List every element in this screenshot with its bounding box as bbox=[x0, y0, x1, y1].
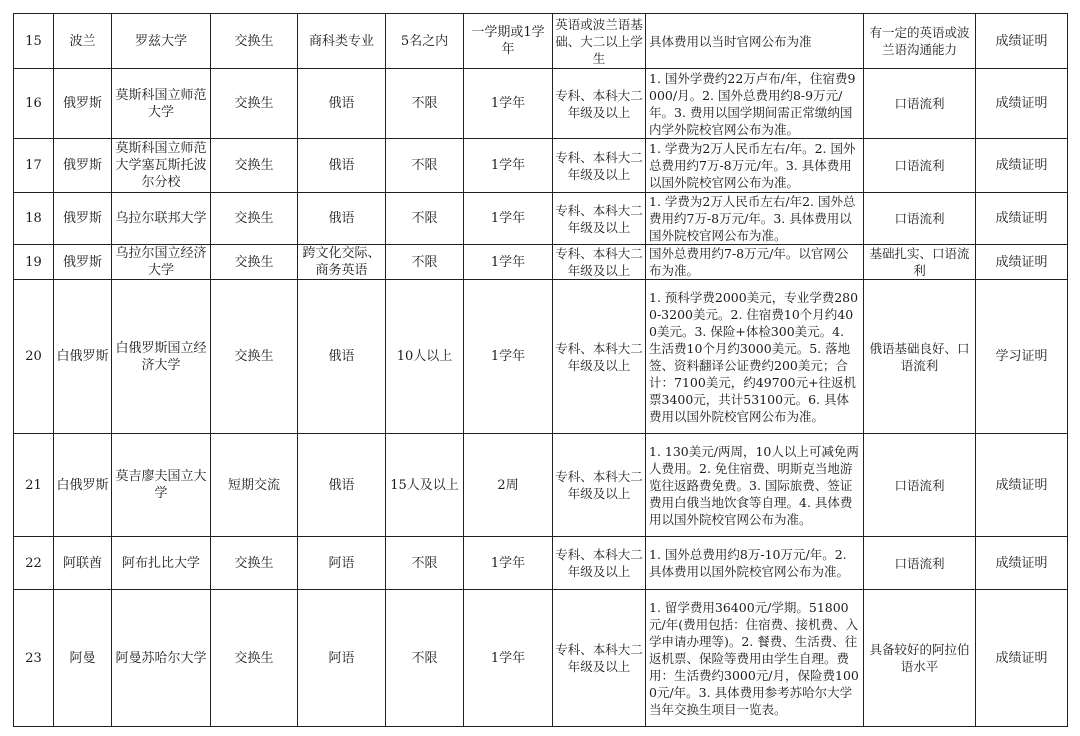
table-row bbox=[14, 590, 1068, 727]
row-number-cell: 23 bbox=[14, 590, 54, 727]
language-requirement-cell: 口语流利 bbox=[864, 434, 976, 537]
proof-document-cell: 成绩证明 bbox=[976, 245, 1068, 280]
quota-cell: 不限 bbox=[386, 537, 464, 590]
student-level-cell: 专科、本科大二年级及以上 bbox=[553, 537, 646, 590]
country-cell: 俄罗斯 bbox=[54, 139, 112, 193]
row-number-cell: 19 bbox=[14, 245, 54, 280]
quota-cell: 不限 bbox=[386, 245, 464, 280]
fee-cell: 1. 国外学费约22万卢布/年，住宿费9000/月。2. 国外总费用约8-9万元/年。3. 费用以国学期间需正常缴纳国内学外院校官网公布为准。 bbox=[646, 69, 864, 139]
major-cell: 商科类专业 bbox=[298, 14, 386, 69]
program-type-cell: 交换生 bbox=[211, 245, 298, 280]
proof-document-cell: 成绩证明 bbox=[976, 139, 1068, 193]
fee-cell: 具体费用以当时官网公布为准 bbox=[646, 14, 864, 69]
quota-cell: 不限 bbox=[386, 590, 464, 727]
row-number-cell: 18 bbox=[14, 193, 54, 245]
table-row bbox=[14, 139, 1068, 193]
proof-document-cell: 成绩证明 bbox=[976, 69, 1068, 139]
fee-cell: 1. 学费为2万人民币左右/年。2. 国外总费用约7万-8万元/年。3. 具体费用以国外院校官网公布为准。 bbox=[646, 139, 864, 193]
major-cell: 俄语 bbox=[298, 193, 386, 245]
duration-cell: 1学年 bbox=[464, 69, 553, 139]
proof-document-cell: 学习证明 bbox=[976, 280, 1068, 434]
university-cell: 白俄罗斯国立经济大学 bbox=[112, 280, 211, 434]
language-requirement-cell: 有一定的英语或波兰语沟通能力 bbox=[864, 14, 976, 69]
program-type-cell: 交换生 bbox=[211, 537, 298, 590]
duration-cell: 2周 bbox=[464, 434, 553, 537]
quota-cell: 不限 bbox=[386, 193, 464, 245]
program-type-cell: 交换生 bbox=[211, 139, 298, 193]
proof-document-cell: 成绩证明 bbox=[976, 14, 1068, 69]
program-type-cell: 交换生 bbox=[211, 14, 298, 69]
table-row bbox=[14, 245, 1068, 280]
major-cell: 俄语 bbox=[298, 69, 386, 139]
major-cell: 阿语 bbox=[298, 590, 386, 727]
proof-document-cell: 成绩证明 bbox=[976, 537, 1068, 590]
student-level-cell: 专科、本科大二年级及以上 bbox=[553, 69, 646, 139]
fee-cell: 1. 预科学费2000美元，专业学费2800-3200美元。2. 住宿费10个月约400美元。3. 保险+体检300美元。4. 生活费10个月约3000美元。5. 落地签、资料翻译公证费约200美元；合计：7100美元，约49700元+往返机票3400元，共计53100元。6. 具体费用以国外院校官网公布为准。 bbox=[646, 280, 864, 434]
table-row bbox=[14, 69, 1068, 139]
university-cell: 罗兹大学 bbox=[112, 14, 211, 69]
university-cell: 莫斯科国立师范大学塞瓦斯托波尔分校 bbox=[112, 139, 211, 193]
quota-cell: 5名之内 bbox=[386, 14, 464, 69]
major-cell: 阿语 bbox=[298, 537, 386, 590]
row-number-cell: 20 bbox=[14, 280, 54, 434]
language-requirement-cell: 口语流利 bbox=[864, 193, 976, 245]
language-requirement-cell: 口语流利 bbox=[864, 69, 976, 139]
fee-cell: 1. 留学费用36400元/学期。51800元/年(费用包括：住宿费、接机费、入学申请办理等)。2. 餐费、生活费、往返机票、保险等费用由学生自理。费用：生活费约3000元/月，保险费1000元/年。3. 具体费用参考苏哈尔大学当年交换生项目一览表。 bbox=[646, 590, 864, 727]
duration-cell: 1学年 bbox=[464, 139, 553, 193]
row-number-cell: 17 bbox=[14, 139, 54, 193]
university-cell: 莫吉廖夫国立大学 bbox=[112, 434, 211, 537]
student-level-cell: 英语或波兰语基础、大二以上学生 bbox=[553, 14, 646, 69]
university-cell: 阿布扎比大学 bbox=[112, 537, 211, 590]
university-cell: 莫斯科国立师范大学 bbox=[112, 69, 211, 139]
country-cell: 白俄罗斯 bbox=[54, 434, 112, 537]
university-cell: 乌拉尔联邦大学 bbox=[112, 193, 211, 245]
proof-document-cell: 成绩证明 bbox=[976, 434, 1068, 537]
fee-cell: 1. 130美元/两周，10人以上可减免两人费用。2. 免住宿费、明斯克当地游览往返路费免费。3. 国际旅费、签证费用白俄当地饮食等自理。4. 具体费用以国外院校官网公布为准。 bbox=[646, 434, 864, 537]
country-cell: 阿曼 bbox=[54, 590, 112, 727]
duration-cell: 1学年 bbox=[464, 193, 553, 245]
country-cell: 白俄罗斯 bbox=[54, 280, 112, 434]
table-row bbox=[14, 14, 1068, 69]
table-row bbox=[14, 280, 1068, 434]
country-cell: 波兰 bbox=[54, 14, 112, 69]
quota-cell: 不限 bbox=[386, 139, 464, 193]
student-level-cell: 专科、本科大二年级及以上 bbox=[553, 434, 646, 537]
row-number-cell: 15 bbox=[14, 14, 54, 69]
quota-cell: 10人以上 bbox=[386, 280, 464, 434]
fee-cell: 1. 国外总费用约8万-10万元/年。2. 具体费用以国外院校官网公布为准。 bbox=[646, 537, 864, 590]
duration-cell: 1学年 bbox=[464, 537, 553, 590]
program-type-cell: 短期交流 bbox=[211, 434, 298, 537]
country-cell: 俄罗斯 bbox=[54, 245, 112, 280]
country-cell: 俄罗斯 bbox=[54, 193, 112, 245]
quota-cell: 不限 bbox=[386, 69, 464, 139]
program-type-cell: 交换生 bbox=[211, 590, 298, 727]
table-row bbox=[14, 537, 1068, 590]
row-number-cell: 16 bbox=[14, 69, 54, 139]
major-cell: 俄语 bbox=[298, 434, 386, 537]
student-level-cell: 专科、本科大二年级及以上 bbox=[553, 193, 646, 245]
language-requirement-cell: 基础扎实、口语流利 bbox=[864, 245, 976, 280]
program-type-cell: 交换生 bbox=[211, 69, 298, 139]
university-cell: 阿曼苏哈尔大学 bbox=[112, 590, 211, 727]
quota-cell: 15人及以上 bbox=[386, 434, 464, 537]
language-requirement-cell: 口语流利 bbox=[864, 537, 976, 590]
program-type-cell: 交换生 bbox=[211, 280, 298, 434]
row-number-cell: 22 bbox=[14, 537, 54, 590]
major-cell: 俄语 bbox=[298, 139, 386, 193]
duration-cell: 1学年 bbox=[464, 245, 553, 280]
table-row bbox=[14, 193, 1068, 245]
duration-cell: 1学年 bbox=[464, 590, 553, 727]
student-level-cell: 专科、本科大二年级及以上 bbox=[553, 590, 646, 727]
student-level-cell: 专科、本科大二年级及以上 bbox=[553, 139, 646, 193]
row-number-cell: 21 bbox=[14, 434, 54, 537]
student-level-cell: 专科、本科大二年级及以上 bbox=[553, 280, 646, 434]
table-row bbox=[14, 434, 1068, 537]
proof-document-cell: 成绩证明 bbox=[976, 193, 1068, 245]
language-requirement-cell: 具备较好的阿拉伯语水平 bbox=[864, 590, 976, 727]
university-cell: 乌拉尔国立经济大学 bbox=[112, 245, 211, 280]
proof-document-cell: 成绩证明 bbox=[976, 590, 1068, 727]
program-type-cell: 交换生 bbox=[211, 193, 298, 245]
language-requirement-cell: 口语流利 bbox=[864, 139, 976, 193]
duration-cell: 1学年 bbox=[464, 280, 553, 434]
major-cell: 跨文化交际、商务英语 bbox=[298, 245, 386, 280]
student-level-cell: 专科、本科大二年级及以上 bbox=[553, 245, 646, 280]
duration-cell: 一学期或1学年 bbox=[464, 14, 553, 69]
exchange-program-table bbox=[13, 13, 1068, 727]
language-requirement-cell: 俄语基础良好、口语流利 bbox=[864, 280, 976, 434]
fee-cell: 国外总费用约7-8万元/年。以官网公布为准。 bbox=[646, 245, 864, 280]
fee-cell: 1. 学费为2万人民币左右/年2. 国外总费用约7万-8万元/年。3. 具体费用以国外院校官网公布为准。 bbox=[646, 193, 864, 245]
major-cell: 俄语 bbox=[298, 280, 386, 434]
country-cell: 阿联酋 bbox=[54, 537, 112, 590]
country-cell: 俄罗斯 bbox=[54, 69, 112, 139]
